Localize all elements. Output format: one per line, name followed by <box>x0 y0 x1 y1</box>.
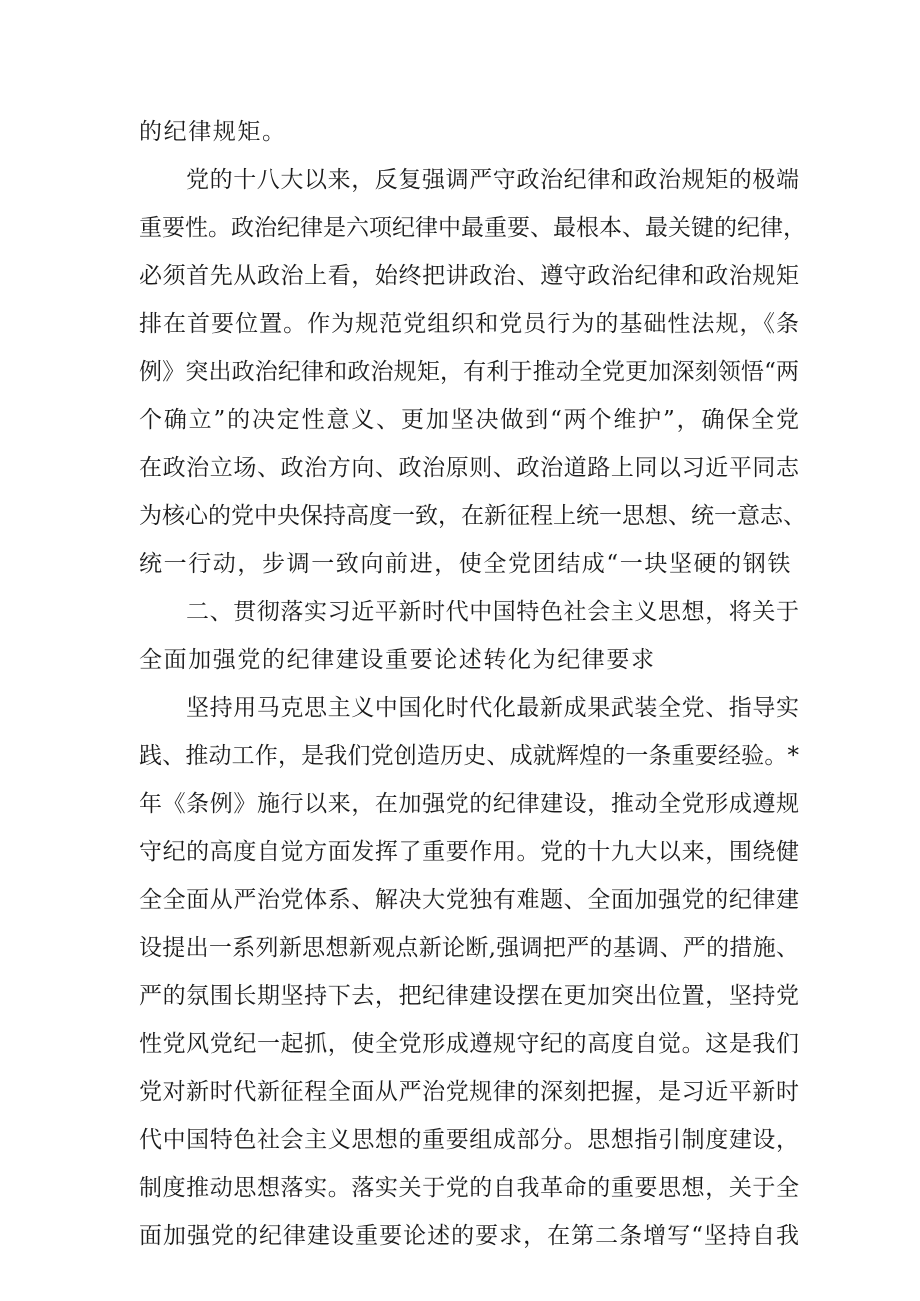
text-line: 例》突出政治纪律和政治规矩，有利于推动全党更加深刻领悟“两 <box>139 359 799 385</box>
text-line: 为核心的党中央保持高度一致，在新征程上统一思想、统一意志、 <box>139 503 806 529</box>
text-line: 统一行动，步调一致向前进，使全党团结成“一块坚硬的钢铁 <box>139 551 792 577</box>
text-line: 重要性。政治纪律是六项纪律中最重要、最根本、最关键的纪律， <box>139 215 806 241</box>
paragraph-first-line: 党的十八大以来，反复强调严守政治纪律和政治规矩的极端 <box>186 167 799 193</box>
text-line: 性党风党纪一起抓，使全党形成遵规守纪的高度自觉。这是我们 <box>139 1031 799 1057</box>
text-line: 的纪律规矩。 <box>139 119 287 145</box>
text-line: 面加强党的纪律建设重要论述的要求，在第二条增写“坚持自我 <box>139 1223 799 1249</box>
text-line: 设提出一系列新思想新观点新论断,强调把严的基调、严的措施、 <box>139 935 799 961</box>
section-heading-line: 二、贯彻落实习近平新时代中国特色社会主义思想，将关于 <box>186 599 799 625</box>
text-line: 守纪的高度自觉方面发挥了重要作用。党的十九大以来，围绕健 <box>139 839 799 865</box>
text-line: 全全面从严治党体系、解决大党独有难题、全面加强党的纪律建 <box>139 887 799 913</box>
text-line: 在政治立场、政治方向、政治原则、政治道路上同以习近平同志 <box>139 455 799 481</box>
paragraph-first-line: 坚持用马克思主义中国化时代化最新成果武装全党、指导实 <box>186 695 799 721</box>
text-line: 排在首要位置。作为规范党组织和党员行为的基础性法规，《条 <box>139 311 799 337</box>
text-line: 严的氛围长期坚持下去，把纪律建设摆在更加突出位置，坚持党 <box>139 983 799 1009</box>
text-line: 代中国特色社会主义思想的重要组成部分。思想指引制度建设， <box>139 1127 799 1153</box>
text-line: 年《条例》施行以来，在加强党的纪律建设，推动全党形成遵规 <box>139 791 799 817</box>
section-heading-line: 全面加强党的纪律建设重要论述转化为纪律要求 <box>139 647 656 673</box>
text-line: 必须首先从政治上看，始终把讲政治、遵守政治纪律和政治规矩 <box>139 263 799 289</box>
text-line: 践、推动工作，是我们党创造历史、成就辉煌的一条重要经验。* <box>139 743 799 769</box>
text-line: 党对新时代新征程全面从严治党规律的深刻把握，是习近平新时 <box>139 1079 799 1105</box>
text-line: 个确立”的决定性意义、更加坚决做到“两个维护”，确保全党 <box>139 407 799 433</box>
text-line: 制度推动思想落实。落实关于党的自我革命的重要思想，关于全 <box>139 1175 799 1201</box>
